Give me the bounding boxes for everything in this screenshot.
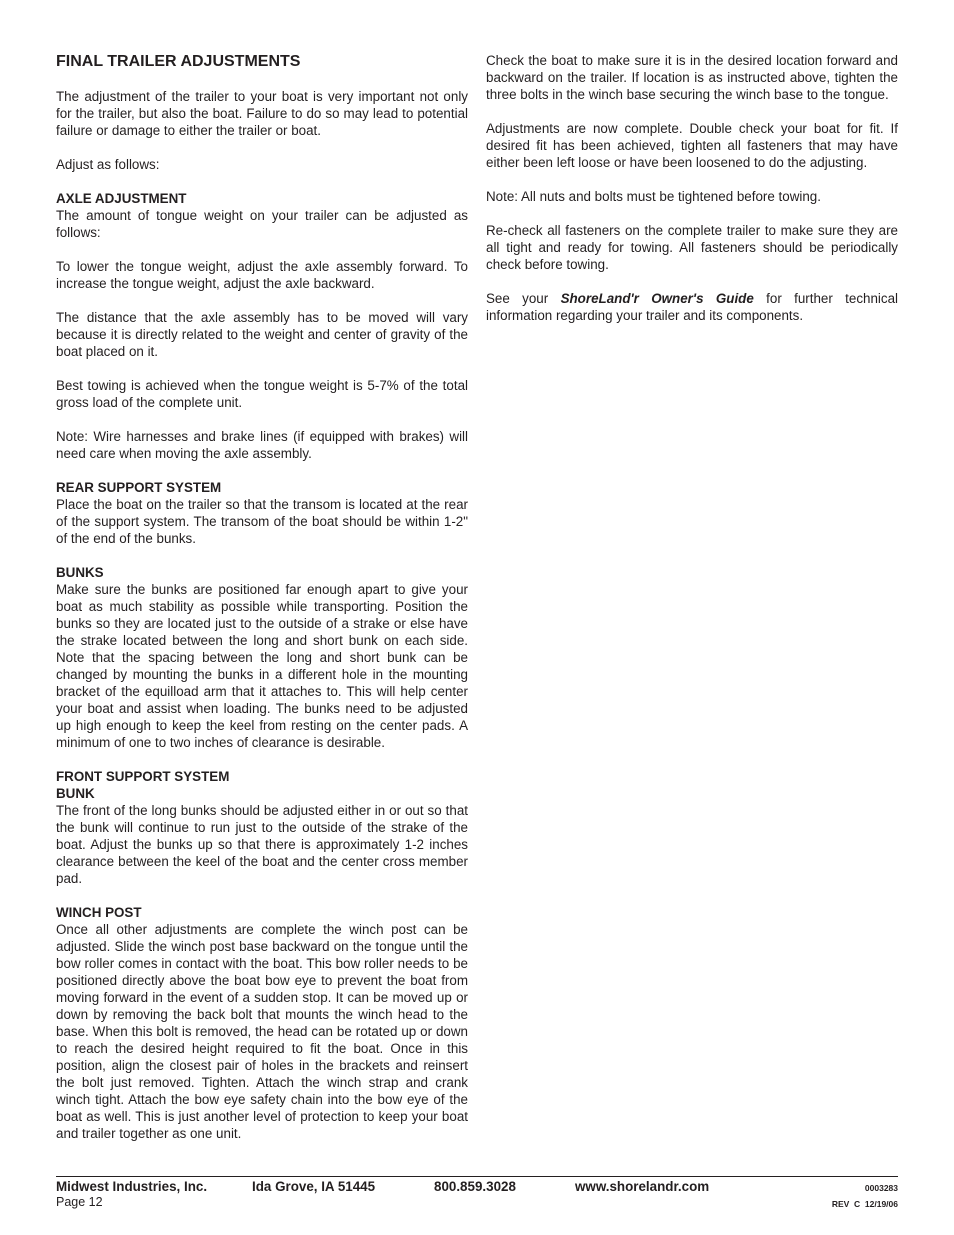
owners-guide-paragraph	[486, 290, 898, 324]
footer-phone: 800.859.3028	[434, 1179, 516, 1194]
owners-guide-title: ShoreLand'r Owner's Guide	[560, 291, 754, 306]
axle-note: Note: Wire harnesses and brake lines (if equipped with brakes) will need care when moving the axle assembly.	[56, 429, 468, 461]
footer-doc-number: 0003283	[864, 1183, 898, 1193]
page-footer	[56, 1176, 898, 1209]
intro-paragraph: The adjustment of the trailer to your boat is very important not only for the trailer, but also the boat. Failure to do so may lead to potential failure or damage to either the trailer or boat.	[56, 89, 468, 138]
footer-revision: REV C 12/19/06	[831, 1199, 898, 1209]
footer-website: www.shorelandr.com	[575, 1179, 710, 1194]
winch-post-paragraph: Once all other adjustments are complete the winch post can be adjusted. Slide the winch post base backward on the tongue until the bow roller comes in contact with the boat. This bow roller needs to be positioned directly above the boat bow eye to prevent the boat from moving forward in the event of a sudden stop. It can be moved up or down by removing the back bolt that mounts the winch head to the base. When this bolt is removed, the head can be rotated up or down to reach the desired height required to fit the boat. Once in this position, align the closest pair of holes in the brackets and reinsert the bolt just removed. Tighten. Attach the winch strap and crank winch tight. Attach the bow eye safety chain into the bow eye of the boat as well. This is just another level of protection to keep your boat and trailer together as one unit.	[56, 922, 468, 1141]
rear-support-heading: REAR SUPPORT SYSTEM	[56, 480, 222, 495]
footer-city: Ida Grove, IA 51445	[252, 1179, 376, 1194]
axle-paragraph-3: The distance that the axle assembly has to be moved will vary because it is directly related to the weight and center of gravity of the boat placed on it.	[56, 310, 468, 359]
front-support-paragraph: The front of the long bunks should be adjusted either in or out so that the bunk will continue to run just to the outside of the strake of the boat. Adjust the bunks up so that there is approximately 1-2 inches clearance between the keel of the boat and the center cross member pad.	[56, 803, 468, 886]
axle-adjustment-heading: AXLE ADJUSTMENT	[56, 191, 187, 206]
adjust-as-follows: Adjust as follows:	[56, 157, 160, 172]
page-title: FINAL TRAILER ADJUSTMENTS	[56, 53, 301, 70]
right-column	[486, 52, 898, 341]
bunks-heading: BUNKS	[56, 565, 104, 580]
owners-guide-prefix: See your	[486, 291, 561, 306]
axle-paragraph-2: To lower the tongue weight, adjust the axle assembly forward. To increase the tongue weight, adjust the axle backward.	[56, 259, 468, 291]
axle-paragraph-4: Best towing is achieved when the tongue weight is 5-7% of the total gross load of the complete unit.	[56, 378, 468, 410]
left-column	[56, 52, 468, 1142]
footer-page-number: Page 12	[56, 1195, 103, 1209]
winch-post-heading: WINCH POST	[56, 905, 142, 920]
recheck-paragraph: Re-check all fasteners on the complete trailer to make sure they are all tight and ready for towing. All fasteners should be periodically check before towing.	[486, 223, 898, 272]
axle-paragraph-1: The amount of tongue weight on your trailer can be adjusted as follows:	[56, 208, 468, 240]
bunks-paragraph: Make sure the bunks are positioned far enough apart to give your boat as much stability as possible while transporting. Position the bunks so they are located just to the outside of a strake or else have the strake located between the long and short bunk on each side. Note that the spacing between the long and short bunk can be changed by mounting the bunks in a different hole in the mounting bracket of the equilload arm that it attaches to. This will help center your boat and assist when loading. The bunks need to be adjusted up high enough to keep the keel from resting on the center pads. A minimum of one to two inches of clearance is desirable.	[56, 582, 468, 750]
adjustments-complete-paragraph: Adjustments are now complete. Double check your boat for fit. If desired fit has been achieved, tighten all fasteners that may have either been left loose or have been loosened to do the adjusting.	[486, 121, 898, 170]
check-boat-paragraph: Check the boat to make sure it is in the desired location forward and backward on the trailer. If location is as instructed above, tighten the three bolts in the winch base securing the winch base to the tongue.	[486, 53, 898, 102]
owners-guide-suffix: for further technical information regarding your trailer and its components.	[486, 291, 898, 323]
footer-company: Midwest Industries, Inc.	[56, 1179, 208, 1194]
rear-support-paragraph: Place the boat on the trailer so that the transom is located at the rear of the support system. The transom of the boat should be within 1-2" of the end of the bunks.	[56, 497, 468, 546]
front-bunk-subheading: BUNK	[56, 786, 95, 801]
front-support-heading: FRONT SUPPORT SYSTEM	[56, 769, 230, 784]
nuts-bolts-note: Note: All nuts and bolts must be tightened before towing.	[486, 189, 821, 204]
